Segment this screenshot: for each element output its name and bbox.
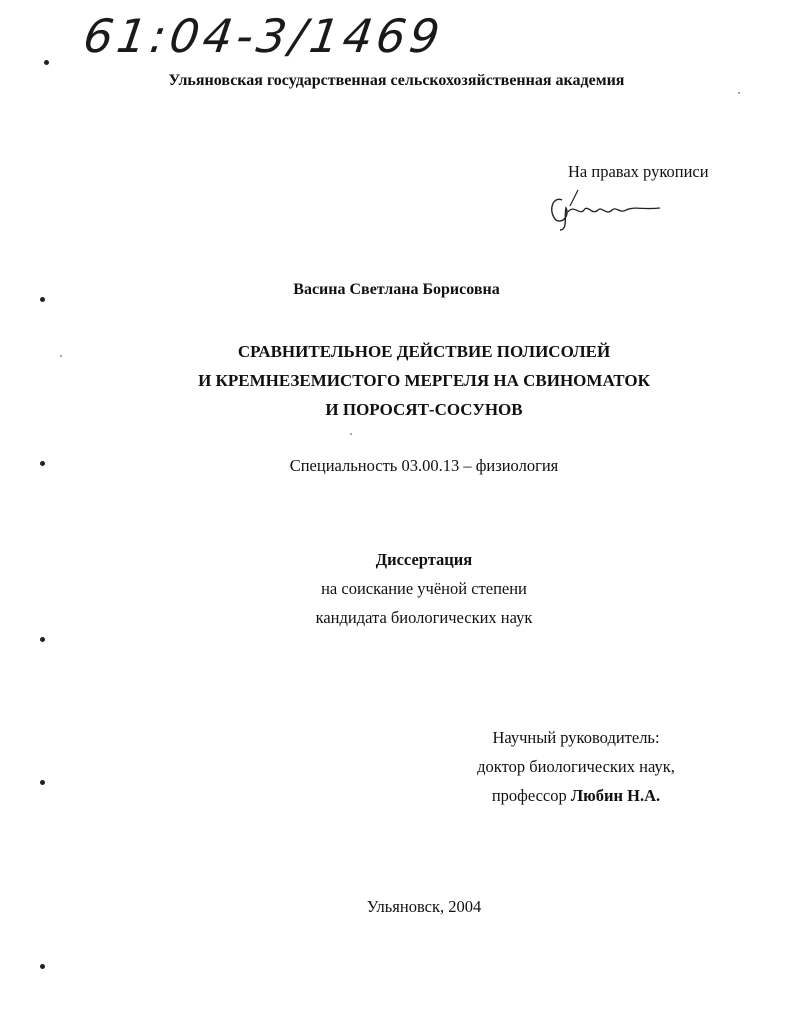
signature-icon [548, 186, 666, 232]
supervisor-block [462, 723, 690, 810]
handwritten-archive-code: 61:04-3/1469 [80, 9, 447, 63]
scan-speck [350, 433, 352, 435]
institution-name: Ульяновская государственная сельскохозяйственная академия [168, 72, 625, 89]
margin-dot [40, 964, 45, 969]
supervisor-rank: профессор [491, 786, 567, 805]
margin-dot [40, 637, 45, 642]
specialty-line: Специальность 03.00.13 – физиология [289, 456, 559, 475]
margin-dot [40, 461, 45, 466]
supervisor-name: Любин Н.А. [570, 786, 661, 805]
margin-dot [40, 297, 45, 302]
manuscript-rights-note: На правах рукописи [568, 162, 709, 181]
margin-dot [44, 60, 49, 65]
degree-purpose-line: кандидата биологических наук [315, 608, 533, 627]
scan-speck [738, 92, 740, 94]
margin-dot [40, 780, 45, 785]
title-line: И КРЕМНЕЗЕМИСТОГО МЕРГЕЛЯ НА СВИНОМАТОК [198, 371, 650, 390]
dissertation-block [0, 545, 793, 632]
title-line: И ПОРОСЯТ-СОСУНОВ [325, 400, 523, 419]
city-year: Ульяновск, 2004 [366, 897, 482, 916]
supervisor-rank-name [462, 781, 690, 810]
supervisor-degree: доктор биологических наук, [477, 757, 675, 776]
title-line: СРАВНИТЕЛЬНОЕ ДЕЙСТВИЕ ПОЛИСОЛЕЙ [237, 342, 611, 361]
scan-speck [60, 355, 62, 357]
supervisor-label: Научный руководитель: [492, 728, 660, 747]
degree-purpose-line: на соискание учёной степени [321, 579, 527, 598]
document-type: Диссертация [375, 550, 473, 569]
author-name: Васина Светлана Борисовна [293, 281, 500, 298]
dissertation-title [0, 337, 793, 424]
